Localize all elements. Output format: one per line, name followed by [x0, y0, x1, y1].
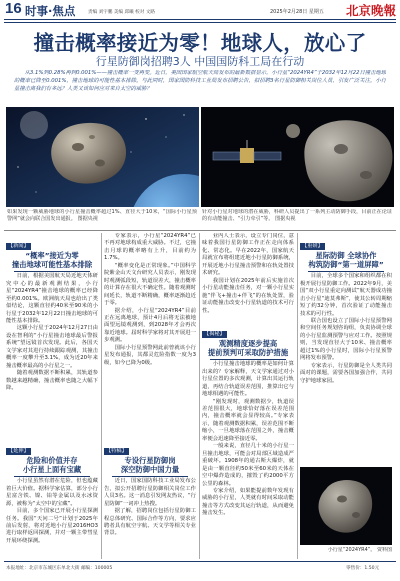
footer-price: 零售价：1.50元: [346, 566, 380, 571]
solar-panel-right: [254, 152, 281, 160]
news-paragraph: 据介绍，小行星“2024YR4”目前正在远离地球，预计4月后将无法被地面望远镜观测到，到2028年才会再次靠近地球。届时科学家将对其开展进一步观测。: [104, 307, 196, 344]
crater: [95, 160, 105, 167]
reveal-paragraph: 小行星撞击地球的概率是如何计算出来的？专家解释，天文学家通过对小行星位置的多次观测，计算出其运行轨道，再结合轨道误差范围，推算出它与地球相遇的可能性。: [202, 361, 294, 398]
global-paragraph: 专家表示，行星防御是全人类共同面对的课题，需要各国加强合作，共同守护地球家园。: [300, 362, 392, 384]
spacecraft-impact-photo: [201, 107, 394, 207]
feature-article-continued: [202, 233, 294, 318]
feature-article: [104, 437, 196, 559]
feature-title-line-2: 深空防御中国力量: [120, 465, 180, 475]
moonlet: [286, 124, 300, 138]
crater: [352, 512, 360, 518]
feature-tag: 【特稿】: [106, 448, 127, 454]
news-paragraph: 日前，根据美国航天局近地天体研究中心的最新观测结果，小行星“2024YR4”撞击地球的概率已经降至约0.001%。欧洲航天局也给出了类似结论，这颗直径约40米至90米的小行星于2032年12月22日撞击地球的可能性基本排除。: [6, 273, 98, 325]
photo-caption-left: 如果发现一颗威胁地球的小行星撞击概率超过1%、直径大于10米，“国际小行星预警网”就会向联合国发出通报。 图据央视: [7, 209, 197, 222]
column-divider: [297, 233, 298, 559]
title-rule: [14, 476, 90, 477]
reveal-title-line-2: 提前预判可采取防护措施: [207, 348, 289, 358]
header-rule: [4, 19, 396, 20]
crater: [337, 496, 347, 503]
reveal-article: [202, 320, 294, 559]
news-paragraph: 随着观测数据不断积累，其轨道参数越来越精确，撞击概率也随之大幅下降。: [6, 370, 98, 392]
crater: [89, 135, 95, 139]
page-number: 16: [5, 0, 22, 17]
feature-paragraph: 业内人士表示，设立专门岗位，意味着我国行星防御工作正在走向体系化、常态化。早在2022年，国家航天局就宣布将组建近地小行星防御系统，开展近地小行星撞击预警和在轨处置技术研究。: [202, 233, 294, 277]
extend-tag: 【延伸】: [8, 448, 29, 454]
title-rule: [112, 476, 188, 477]
feature-paragraph: 据了解，招聘岗位包括行星防御工程总体研究、国际合作等方向，要求应聘者具有航空宇航、天文学等相关专业背景。: [104, 508, 196, 537]
news-paragraph: 专家表示，小行星“2024YR4”已不再对地球构成重大威胁。不过，它撞击月球的概率略有上升，目前约为1.7%。: [104, 233, 196, 262]
footer-address: 本报地址：北京市东城区东单北大街 邮编：100005: [6, 566, 113, 571]
global-paragraph: 目前，全球多个国家和组织都在积极开展行星防御工作。2022年9月，美国“双小行星重定向测试”航天器成功撞击小行星“迪莫弗斯”，使其公转周期缩短了约32分钟，首次验证了动能撞击技术的可行性。: [300, 273, 392, 317]
spacecraft-illustration: [201, 107, 394, 207]
crater: [334, 144, 348, 154]
reveal-tag: 【揭秘】: [204, 331, 225, 337]
spacecraft-body: [240, 148, 254, 163]
news-title-line-1: “概率”接近为零: [25, 251, 79, 260]
reveal-title-line-1: 观测精度逐步提高: [218, 339, 278, 348]
reveal-paragraph: 一般来说，直径几十米的小行星一旦撞击地球，可能会对局部区域造成严重破坏。1908年的通古斯大爆炸，就是由一颗直径约50米至60米的天体在空中爆炸造成的，摧毁了约2000平方公里的森林。: [202, 443, 294, 487]
extend-paragraph: 目前，多个国家已开展小行星探测任务。我国“天问二号”计划于2025年前后发射，将对近地小行星2016HO3进行取样返回探测，并对一颗主带彗星开展环绕探测。: [6, 508, 98, 544]
asteroid-2024yr4-image: [300, 467, 392, 545]
header-rule-thin: [4, 22, 396, 23]
caption-rule: [4, 230, 396, 231]
title-rule: [14, 271, 90, 272]
staff-credits: 责编 刘宇鹏 美编 邱曦 校对 文路: [88, 10, 156, 15]
news-title-line-2: 撞击地球可能性基本排除: [11, 260, 93, 270]
feature-paragraph: 近日，国家国防科技工业局发布公告，拟公开招聘行星防御相关岗位工作人员3名。这一消息引发网友热议，“行星防御”一词冲上热搜。: [104, 478, 196, 507]
issue-date: 2025年2月28日 星期五: [270, 9, 324, 15]
newspaper-logo: 北京晚報: [346, 3, 397, 18]
asteroid: [51, 123, 126, 184]
global-title-line-2: 构筑防御“第一道屏障”: [308, 260, 384, 270]
asteroid-photo: [300, 467, 392, 545]
global-title-line-1: 星际防御 全球协作: [315, 251, 377, 260]
global-paragraph: 联合国也设立了国际小行星预警网和空间任务规划咨询组，负责协调全球的小行星监测预警与应对工作。按照规则，当发现直径大于10米、撞击概率超过1%的小行星时，国际小行星预警网将发布预警。: [300, 318, 392, 362]
global-article: [300, 232, 392, 464]
section-name: 时事·焦点: [25, 4, 76, 18]
column-divider: [199, 233, 200, 559]
news-paragraph: 这颗小行星于2024年12月27日由设在智利的“小行星撞击地球最后警报系统”望远镜首次发现。此后，各国天文学家对其进行持续跟踪观测，其撞击概率一度攀升至3.1%，成为近20年来撞击概率最高的小行星之一。: [6, 325, 98, 369]
crater: [72, 143, 84, 151]
feature-title-line-1: 专设行星防御岗: [124, 456, 176, 465]
title-rule: [308, 271, 384, 272]
news-paragraph: “概率变化是正常现象。”中国科学院紫金山天文台研究人员表示，刚发现时观测弧段短，轨道误差大，撞击概率的计算存在很大不确定性。随着观测时间延长，轨道不断精确，概率逐渐趋近于零。: [104, 262, 196, 307]
crater: [360, 171, 372, 179]
title-rule: [210, 359, 286, 360]
extend-paragraph: 小行星虽然有潜在危险，但也蕴藏着巨大价值。据科学家估算，部分小行星富含铁、镍、铂等金属以及水冰资源，被称为“太空中的宝藏”。: [6, 478, 98, 507]
news-tag: 【新闻】: [8, 243, 29, 249]
reveal-paragraph: “刚发现时，观测数据少，轨道误差范围很大，地球恰好落在误差范围内，撞击概率就会显得较高。”专家表示，随着观测数据积累，误差范围不断缩小，一旦地球落在范围之外，撞击概率便会迅速降至接近零。: [202, 398, 294, 442]
asteroid-photo-caption: 小行星“2024YR4”。 资料图: [327, 547, 392, 553]
global-tag: 【重磅】: [302, 243, 323, 249]
extend-article: [6, 437, 98, 559]
lead-paragraph: 从3.1%到0.28%再到0.001%——撞击概率一变再变。近日，美国国家航空航天局发布的最新数据显示，小行星“2024YR4”于2032年12月22日撞击地球的概率已降至0.001%，撞击地球的可能性基本排除。与此同时，国家国防科技工业局发布招聘公告，拟招聘3名行星防御相关岗位人员，引发广泛关注。小行星撞击离我们有多远？人类又该如何应对来自太空的威胁？: [14, 70, 386, 92]
headline-title: 撞击概率接近为零！地球人，放心了: [33, 31, 367, 55]
extend-title-line-1: 危险和价值并存: [26, 456, 78, 465]
feature-paragraph: 我国计划在2025年前后实施首次小行星动能撞击任务，对一颗小行星实施“伴飞+撞击+伴飞”的在轨处置，验证动能撞击改变小行星轨道的技术可行性。: [202, 277, 294, 314]
solar-panel-left: [213, 152, 240, 160]
asteroid-illustration-photo: [6, 107, 199, 207]
reveal-paragraph: 专家介绍，如果能提前数年发现有威胁的小行星，人类就有时间采取动能撞击等方式改变其运行轨道，从而避免撞击发生。: [202, 488, 294, 517]
news-article: [6, 232, 98, 434]
asteroid-illustration: [6, 107, 199, 207]
footer-rule: [4, 561, 396, 562]
extend-title-line-2: 小行星上面有宝藏: [22, 465, 82, 475]
sun-glare: [20, 111, 48, 139]
news-paragraph: 国际小行星预警网此前曾就该小行星发布通报，其都灵危险指数一度为3级，如今已降为0级。: [104, 344, 196, 366]
news-article-continued: [104, 233, 196, 434]
photo-caption-right: 针对小行星对地球的潜在威胁，科研人员提出了一系列主动防御手段，目前正在论证的有动能撞击、“引力牵引”等。 图据央视: [202, 209, 392, 222]
headline-subtitle: 行星防御岗招聘3人 中国国防科工局在行动: [95, 55, 305, 68]
column-divider: [101, 233, 102, 559]
